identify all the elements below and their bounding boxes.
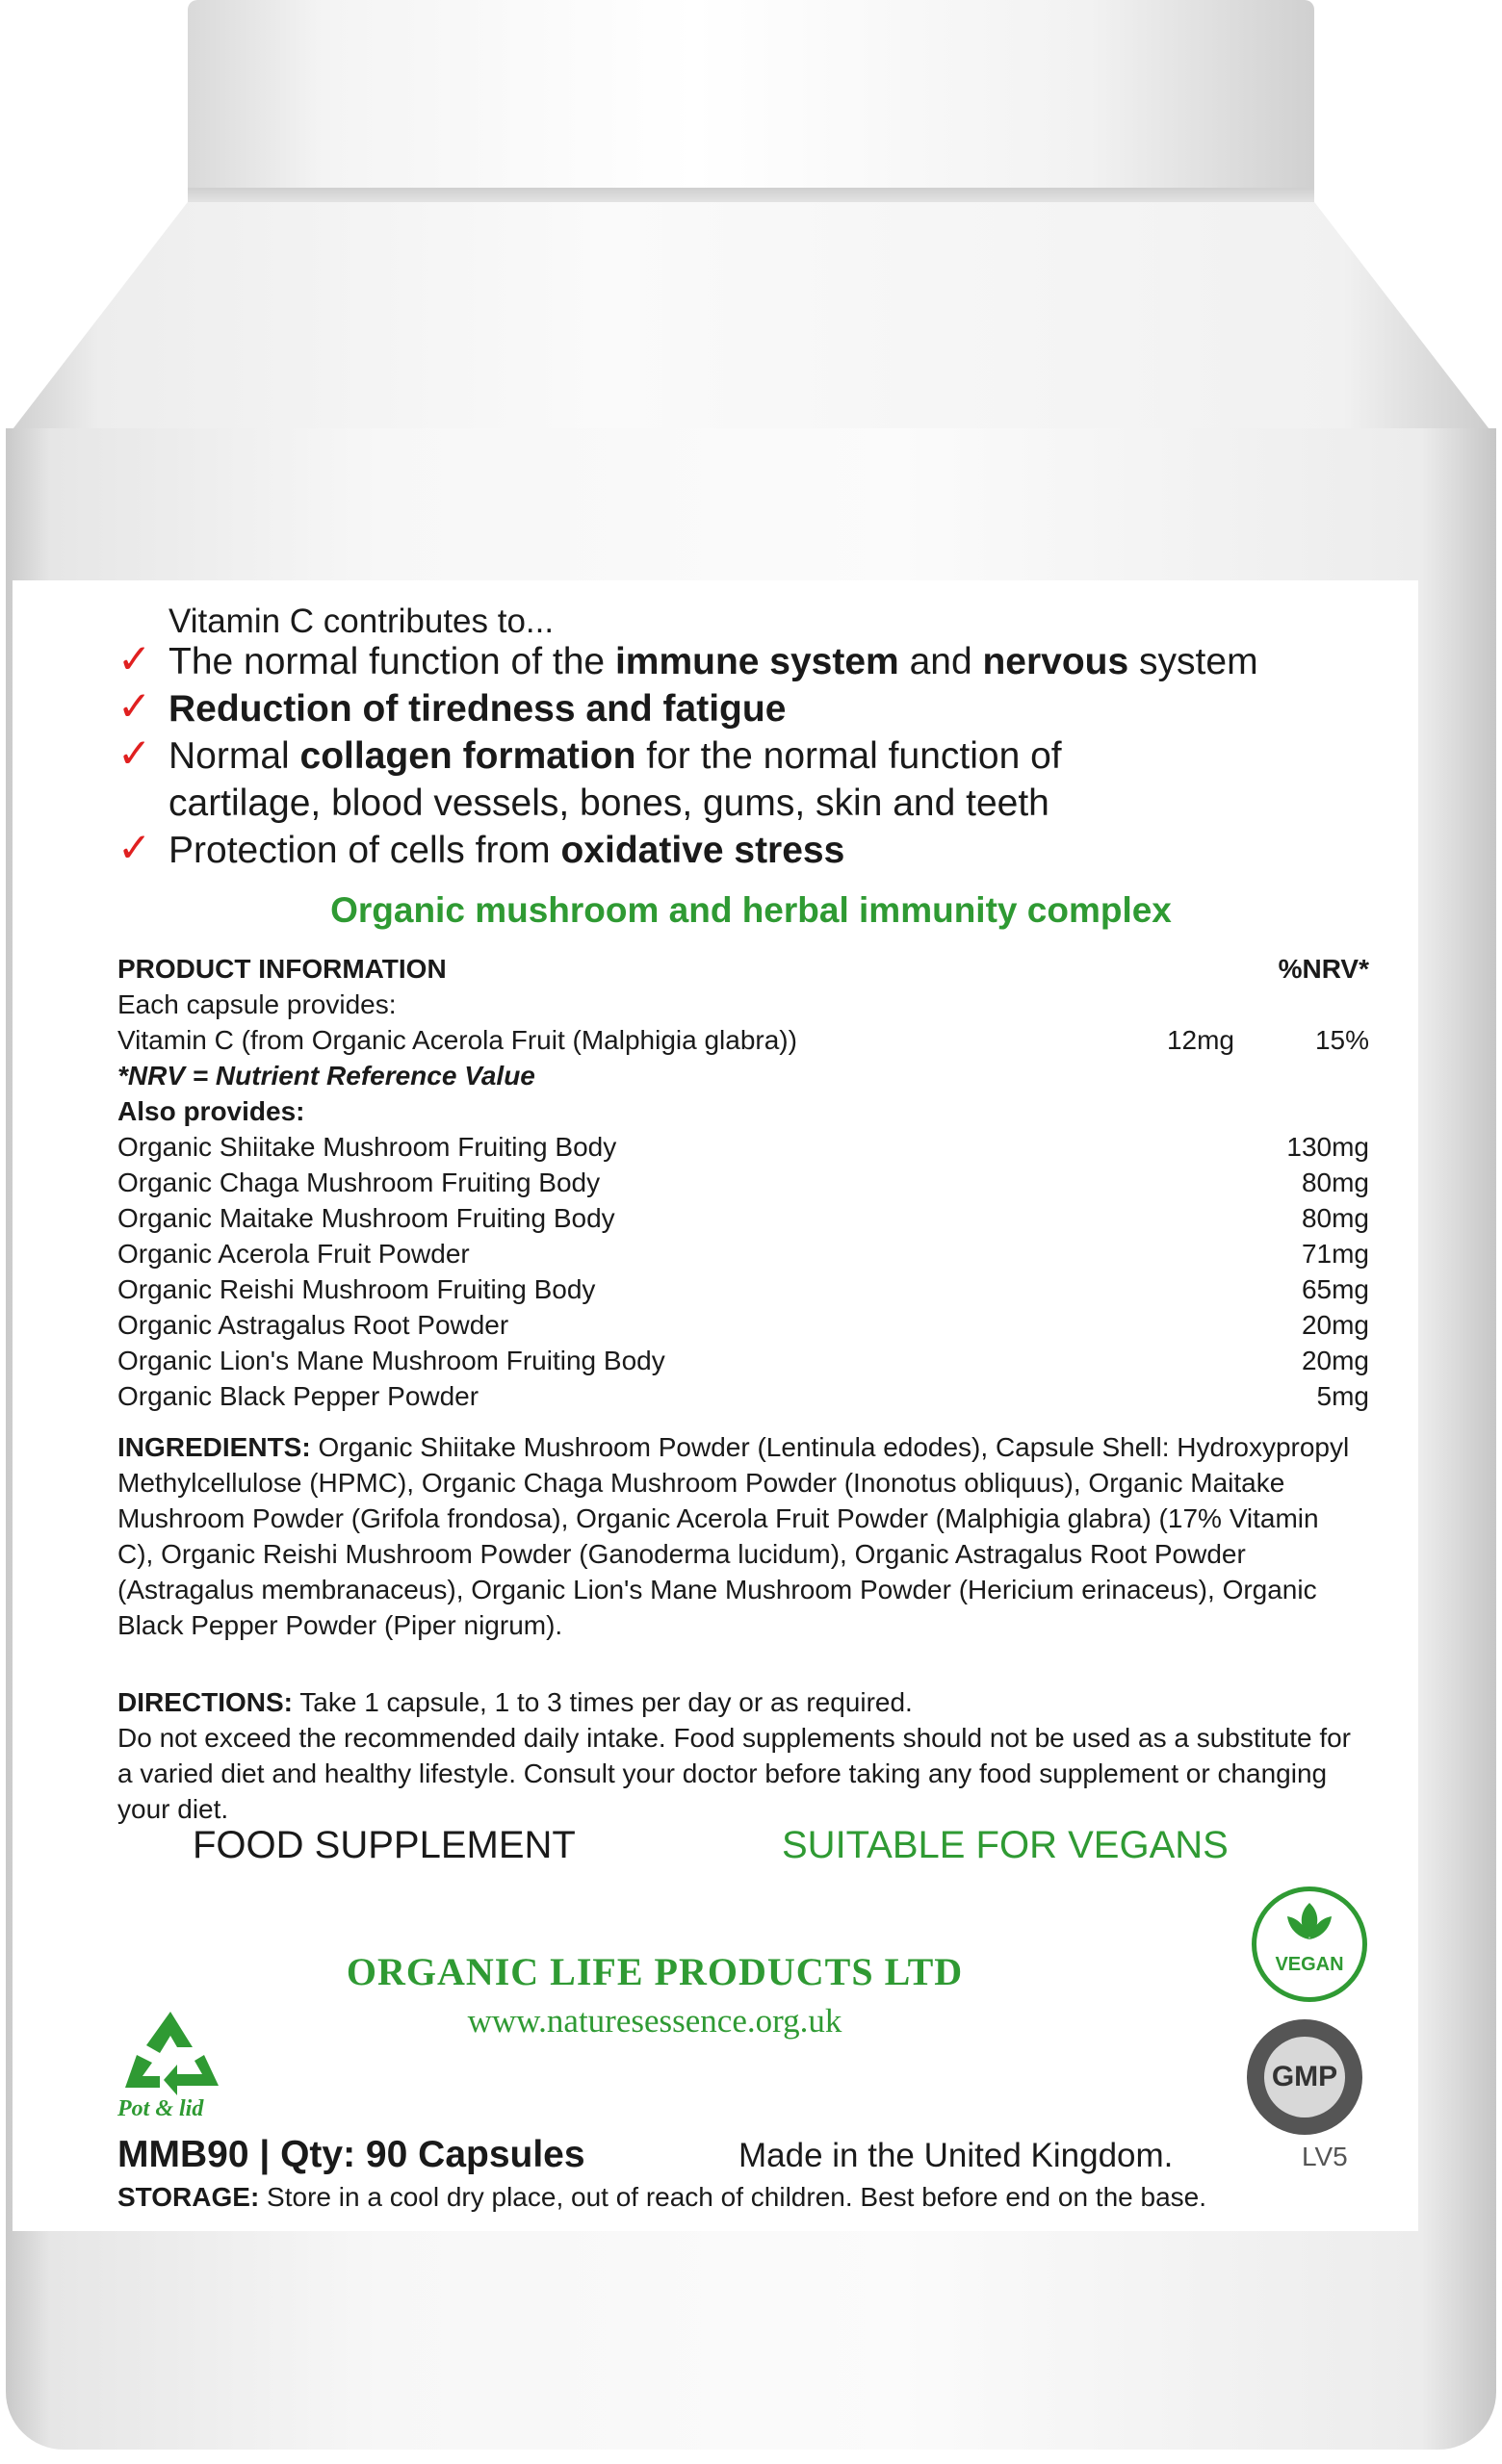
ingredient-name: Organic Acerola Fruit Powder	[117, 1239, 470, 1269]
table-row	[117, 1378, 1369, 1414]
claim-4	[168, 828, 844, 874]
check-icon: ✓	[117, 636, 152, 681]
claim-text: Normal	[168, 735, 300, 777]
ingredient-amount: 65mg	[1301, 1274, 1369, 1304]
directions-label: DIRECTIONS:	[117, 1687, 293, 1717]
ingredient-name: Organic Shiitake Mushroom Fruiting Body	[117, 1132, 617, 1162]
suitable-for-vegans: SUITABLE FOR VEGANS	[782, 1824, 1229, 1866]
table-row	[117, 1271, 1369, 1307]
ingredient-amount: 20mg	[1301, 1346, 1369, 1375]
nutrient-name: Vitamin C (from Organic Acerola Fruit (Malphigia glabra))	[117, 1025, 797, 1055]
company-name: ORGANIC LIFE PRODUCTS LTD	[346, 1950, 964, 1993]
ingredient-amount: 130mg	[1286, 1132, 1369, 1162]
directions-warning: Do not exceed the recommended daily intake. Food supplements should not be used as a substitute for a varied diet and healthy lifestyle. Consult your doctor before taking any food supplement or changing your diet.	[117, 1723, 1351, 1824]
claim-bold: collagen formation	[299, 735, 636, 777]
each-capsule: Each capsule provides:	[117, 989, 397, 1019]
storage	[117, 2182, 1206, 2213]
claim-text: for the normal function of	[635, 735, 1062, 777]
ingredient-amount: 20mg	[1301, 1310, 1369, 1340]
vegan-badge	[1252, 1886, 1367, 2002]
food-supplement: FOOD SUPPLEMENT	[193, 1824, 576, 1866]
ingredient-amount: 71mg	[1301, 1239, 1369, 1269]
directions-text: Take 1 capsule, 1 to 3 times per day or as required.	[293, 1687, 913, 1717]
claim-1	[168, 639, 1258, 685]
claim-text: and	[898, 641, 983, 682]
ingredient-amount: 5mg	[1316, 1381, 1369, 1411]
claim-2	[168, 686, 786, 732]
vegan-leaf-icon	[1256, 1891, 1362, 1959]
check-icon: ✓	[117, 683, 152, 729]
table-row	[117, 1022, 1369, 1058]
table-row	[117, 1165, 1369, 1200]
bottle-shoulder	[10, 202, 1492, 433]
website: www.naturesessence.org.uk	[467, 2002, 842, 2040]
storage-text: Store in a cool dry place, out of reach of children. Best before end on the base.	[259, 2182, 1206, 2212]
claim-bold: immune system	[614, 641, 899, 682]
table-row	[117, 1307, 1369, 1343]
ingredient-amount: 80mg	[1301, 1203, 1369, 1233]
headline: Organic mushroom and herbal immunity complex	[330, 890, 1172, 930]
table-header	[117, 951, 1369, 987]
ingredients	[117, 1429, 1360, 1643]
ingredients-label: INGREDIENTS:	[117, 1432, 311, 1462]
claim-bold: nervous	[982, 641, 1129, 682]
storage-label: STORAGE:	[117, 2182, 260, 2212]
gmp-seal-text: GMP	[1264, 2037, 1345, 2118]
nrv-note	[117, 1058, 1369, 1093]
ingredients-text: Organic Shiitake Mushroom Powder (Lentinula edodes), Capsule Shell: Hydroxypropyl Methylcellulose (HPMC), Organic Chaga Mushroom Powder (Inonotus obliquus), Organic Maitake Mushroom Powder (Grifola frondosa), Organic Acerola Fruit Powder (Malphigia glabra) (17% Vitamin C), Organic Reishi Mushroom Powder (Ganoderma lucidum), Organic Astragalus Root Powder (Astragalus membranaceus), Organic Lion's Mane Mushroom Powder (Hericium erinaceus), Organic Black Pepper Powder (Piper nigrum).	[117, 1432, 1350, 1640]
product-info-table	[117, 951, 1369, 1414]
claim-bold: Reduction of tiredness and fatigue	[168, 688, 787, 730]
nutrient-nrv: 15%	[1314, 1025, 1369, 1055]
ingredient-name: Organic Lion's Mane Mushroom Fruiting Body	[117, 1346, 665, 1375]
vegan-badge-text: VEGAN	[1275, 1954, 1344, 1975]
claim-text: The normal function of the	[168, 641, 615, 682]
recycle-icon	[117, 2007, 223, 2098]
ingredient-name: Organic Reishi Mushroom Fruiting Body	[117, 1274, 596, 1304]
claim-3-continued: cartilage, blood vessels, bones, gums, skin and teeth	[168, 783, 1049, 824]
also-provides	[117, 1093, 1369, 1129]
ingredient-name: Organic Maitake Mushroom Fruiting Body	[117, 1203, 615, 1233]
nrv-heading: %NRV*	[1278, 954, 1369, 984]
table-heading: PRODUCT INFORMATION	[117, 954, 447, 984]
ingredient-name: Organic Chaga Mushroom Fruiting Body	[117, 1168, 601, 1197]
claims-intro: Vitamin C contributes to...	[168, 603, 555, 640]
table-row	[117, 1343, 1369, 1378]
ingredient-name: Organic Black Pepper Powder	[117, 1381, 479, 1411]
claim-text: system	[1128, 641, 1258, 682]
product-code: MMB90 | Qty: 90 Capsules	[117, 2134, 585, 2175]
lot-code: LV5	[1302, 2142, 1348, 2171]
claim-3	[168, 733, 1062, 780]
check-icon: ✓	[117, 731, 152, 776]
directions	[117, 1684, 1360, 1827]
also-provides-text: Also provides:	[117, 1096, 305, 1126]
check-icon: ✓	[117, 825, 152, 870]
made-in: Made in the United Kingdom.	[738, 2137, 1174, 2174]
bottle-lid	[188, 0, 1314, 202]
nrv-note-text: *NRV = Nutrient Reference Value	[117, 1061, 535, 1091]
recycle-note: Pot & lid	[117, 2096, 204, 2121]
table-row	[117, 1236, 1369, 1271]
nutrient-amount: 12mg	[1166, 1025, 1234, 1055]
table-row	[117, 1200, 1369, 1236]
claim-bold: oxidative stress	[560, 830, 845, 871]
claim-text: Protection of cells from	[168, 830, 561, 871]
gmp-seal-icon	[1247, 2019, 1362, 2135]
table-row	[117, 1129, 1369, 1165]
ingredient-name: Organic Astragalus Root Powder	[117, 1310, 509, 1340]
ingredient-amount: 80mg	[1301, 1168, 1369, 1197]
